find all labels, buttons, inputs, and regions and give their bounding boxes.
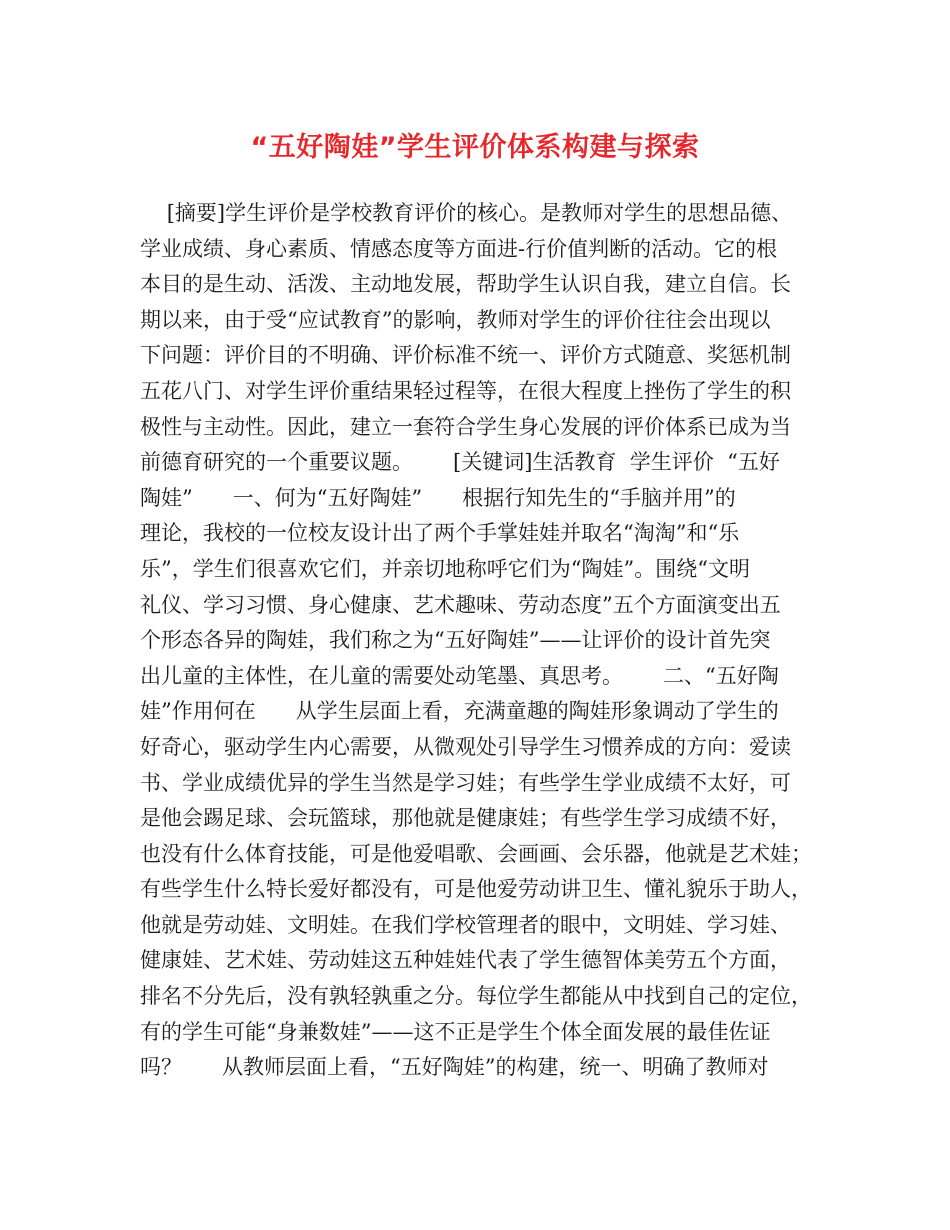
body-line: 吗？ 从教师层面上看，“五好陶娃”的构建，统一、明确了教师对: [140, 1055, 769, 1080]
body-line: 理论，我校的一位校友设计出了两个手掌娃娃并取名“淘淘”和“乐: [140, 521, 740, 546]
body-line: 他就是劳动娃、文明娃。在我们学校管理者的眼中，文明娃、学习娃、: [140, 912, 791, 937]
body-line: 有的学生可能“身兼数娃”——这不正是学生个体全面发展的最佳佐证: [140, 1019, 771, 1044]
body-line: 出儿童的主体性，在儿童的需要处动笔墨、真思考。 二、“五好陶: [140, 663, 779, 688]
body-line: [摘要]学生评价是学校教育评价的核心。是教师对学生的思想品德、: [140, 201, 793, 225]
body-line: 礼仪、学习习惯、身心健康、艺术趣味、劳动态度”五个方面演变出五: [140, 592, 781, 617]
body-line: 极性与主动性。因此，建立一套符合学生身心发展的评价体系已成为当: [140, 414, 791, 439]
body-line: 陶娃” 一、何为“五好陶娃” 根据行知先生的“手脑并用”的: [140, 485, 736, 510]
body-line: 是他会踢足球、会玩篮球，那他就是健康娃；有些学生学习成绩不好，: [140, 806, 791, 831]
body-line: 书、学业成绩优异的学生当然是学习娃；有些学生学业成绩不太好，可: [140, 770, 791, 795]
body-line: 乐”，学生们很喜欢它们，并亲切地称呼它们为“陶娃”。围绕“文明: [140, 556, 750, 581]
body-line: 五花八门、对学生评价重结果轻过程等，在很大程度上挫伤了学生的积: [140, 378, 791, 403]
body-line: 前德育研究的一个重要议题。 [关键词]生活教育 学生评价 “五好: [140, 450, 780, 475]
body-line: 本目的是生动、活泼、主动地发展，帮助学生认识自我，建立自信。长: [140, 272, 791, 297]
document-body: [140, 196, 830, 1086]
body-line: 健康娃、艺术娃、劳动娃这五种娃娃代表了学生德智体美劳五个方面，: [140, 948, 791, 973]
body-line: 期以来，由于受“应试教育”的影响，教师对学生的评价往往会出现以: [140, 307, 771, 332]
body-line: 也没有什么体育技能，可是他爱唱歌、会画画、会乐器，他就是艺术娃；: [140, 841, 812, 866]
body-line: 有些学生什么特长爱好都没有，可是他爱劳动讲卫生、懂礼貌乐于助人，: [140, 877, 812, 902]
body-line: 下问题：评价目的不明确、评价标准不统一、评价方式随意、奖惩机制: [140, 343, 791, 368]
body-line: 好奇心，驱动学生内心需要，从微观处引导学生习惯养成的方向：爱读: [140, 734, 791, 759]
body-line: 个形态各异的陶娃，我们称之为“五好陶娃”——让评价的设计首先突: [140, 628, 771, 653]
document-title: “五好陶娃”学生评价体系构建与探索: [250, 132, 700, 163]
body-line: 学业成绩、身心素质、情感态度等方面进-行价值判断的活动。它的根: [140, 236, 778, 261]
body-line: 排名不分先后，没有孰轻孰重之分。每位学生都能从中找到自己的定位，: [140, 984, 812, 1009]
body-line: 娃”作用何在 从学生层面上看，充满童趣的陶娃形象调动了学生的: [140, 699, 779, 724]
